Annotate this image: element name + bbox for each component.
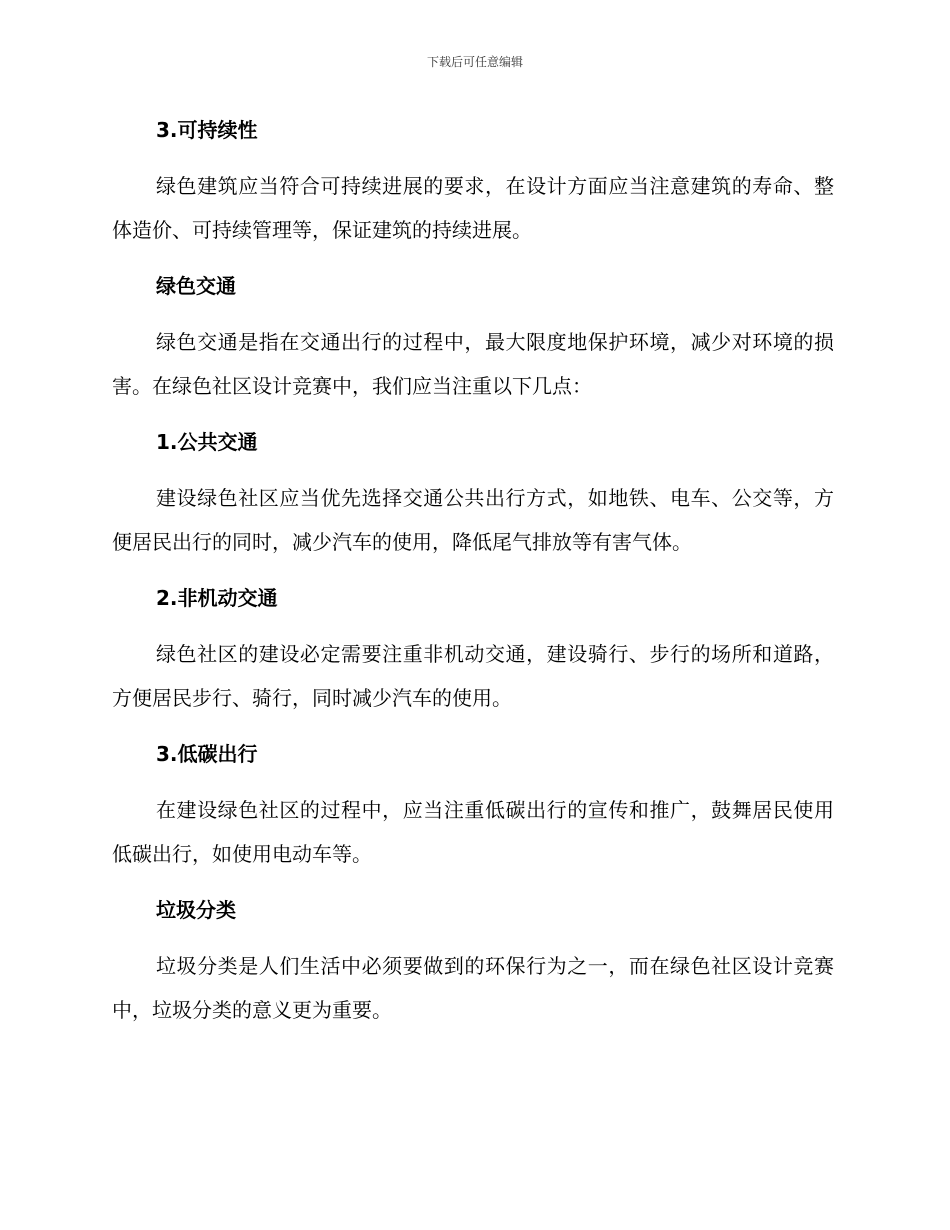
section-heading-non-motorized: 2.非机动交通 xyxy=(156,586,278,610)
section-heading-green-transport: 绿色交通 xyxy=(156,274,236,298)
section-heading-low-carbon: 3.低碳出行 xyxy=(156,742,258,766)
section-paragraph-sustainability: 绿色建筑应当符合可持续进展的要求，在设计方面应当注意建筑的寿命、整体造价、可持续管理等，保证建筑的持续进展。 xyxy=(112,174,834,242)
section-paragraph-green-transport: 绿色交通是指在交通出行的过程中，最大限度地保护环境，减少对环境的损害。在绿色社区设计竞赛中，我们应当注重以下几点： xyxy=(112,330,834,398)
document-body xyxy=(112,112,834,1032)
section-heading-public-transport: 1.公共交通 xyxy=(156,430,258,454)
section-paragraph-public-transport: 建设绿色社区应当优先选择交通公共出行方式，如地铁、电车、公交等，方便居民出行的同时，减少汽车的使用，降低尾气排放等有害气体。 xyxy=(112,486,834,554)
section-paragraph-low-carbon: 在建设绿色社区的过程中，应当注重低碳出行的宣传和推广，鼓舞居民使用低碳出行，如使用电动车等。 xyxy=(112,798,834,866)
section-heading-waste-sorting: 垃圾分类 xyxy=(156,898,236,922)
section-paragraph-waste-sorting: 垃圾分类是人们生活中必须要做到的环保行为之一，而在绿色社区设计竞赛中，垃圾分类的意义更为重要。 xyxy=(112,954,834,1022)
section-heading-sustainability: 3.可持续性 xyxy=(156,118,258,142)
page-header: 下载后可任意编辑 xyxy=(426,55,523,69)
section-paragraph-non-motorized: 绿色社区的建设必定需要注重非机动交通，建设骑行、步行的场所和道路，方便居民步行、骑行，同时减少汽车的使用。 xyxy=(112,642,834,710)
